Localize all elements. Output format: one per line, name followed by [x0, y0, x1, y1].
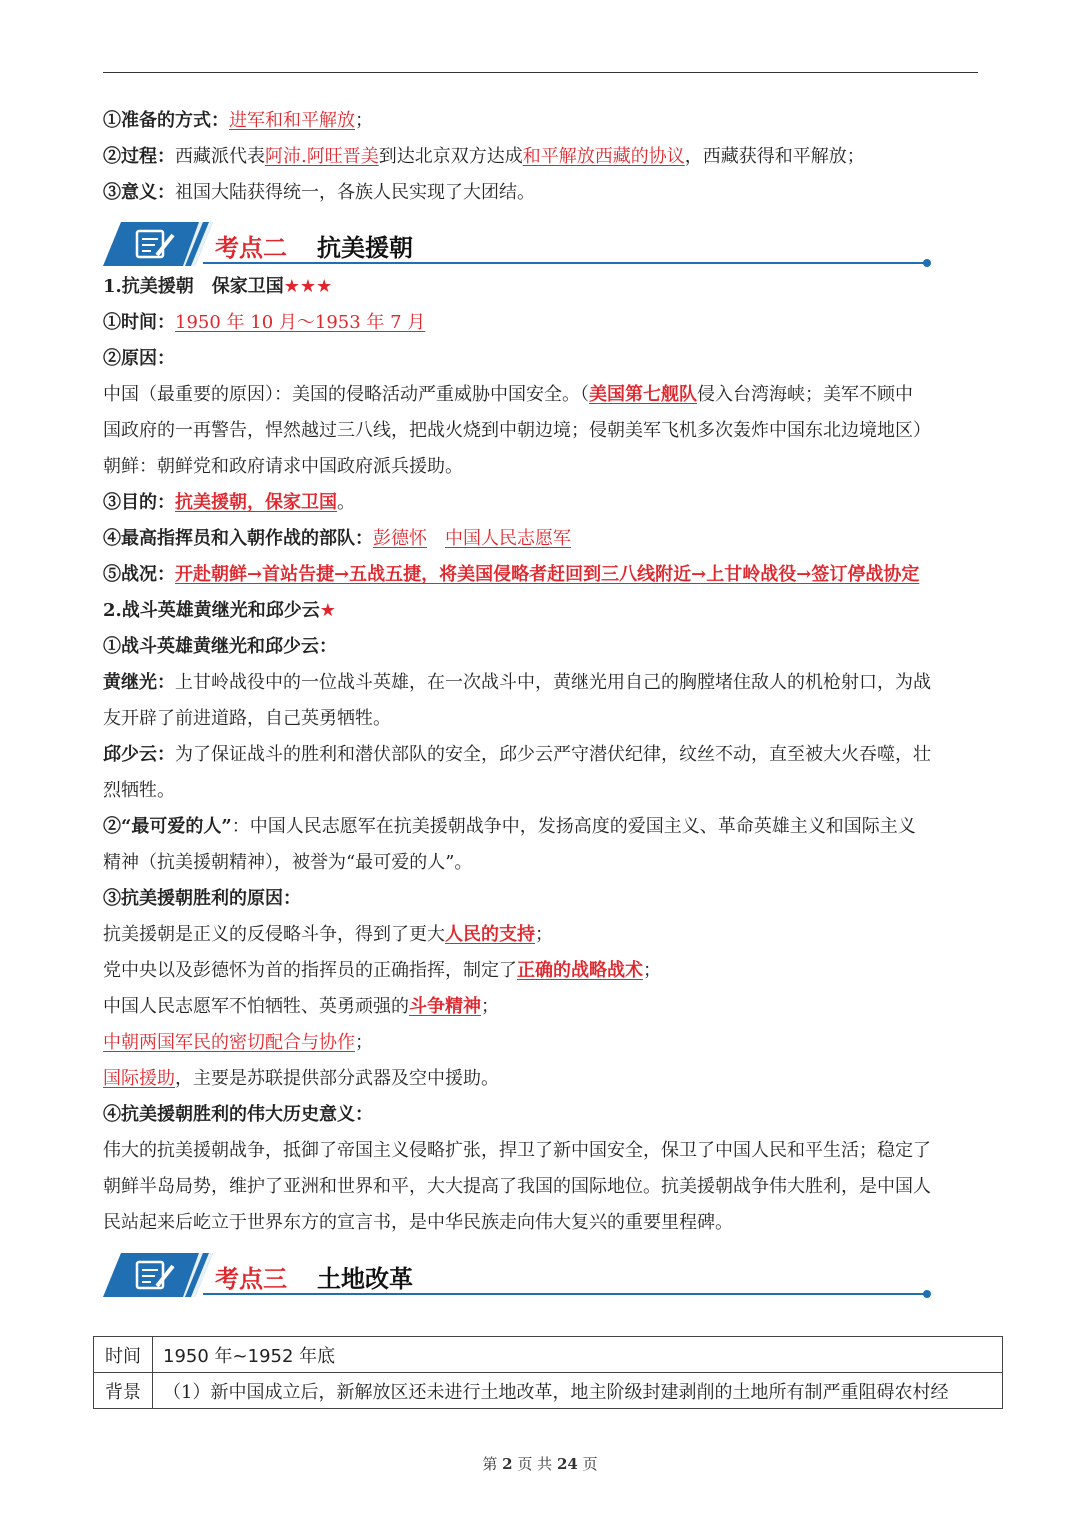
reason-line-2: 国政府的一再警告，悍然越过三八线，把战火烧到中朝边境；侵朝美军飞机多次轰炸中国东北边境地区） [103, 420, 931, 441]
subheading-1 [103, 274, 332, 300]
key-answer: 进军和和平解放 [229, 110, 355, 131]
page-total: 24 [556, 1455, 578, 1473]
sig-line-1: 伟大的抗美援朝战争，抵御了帝国主义侵略扩张，捍卫了新中国安全，保卫了中国人民和平生活；稳定了 [103, 1140, 931, 1161]
section-header-kd2 [103, 222, 933, 266]
punct: ； [355, 1032, 373, 1053]
label: ①时间： [103, 312, 175, 333]
notepad-pen-icon [103, 222, 213, 266]
table-key: 背景 [94, 1373, 153, 1409]
punct: 。 [337, 492, 355, 513]
significance-label: ④抗美援朝胜利的伟大历史意义： [103, 1104, 373, 1125]
win-line-4 [103, 1030, 373, 1056]
huang-line-1 [103, 670, 931, 696]
table-key: 时间 [94, 1337, 153, 1373]
table-value: （1）新中国成立后，新解放区还未进行土地改革，地主阶级封建剥削的土地所有制严重阻碍农村经 [153, 1373, 1003, 1409]
lovely-line-1 [103, 814, 916, 840]
lovely-line-2: 精神（抗美援朝精神），被誉为“最可爱的人”。 [103, 852, 473, 873]
reason-label: ②原因： [103, 348, 175, 369]
qiu-line-1 [103, 742, 931, 768]
key-answer: 阿沛.阿旺晋美 [265, 146, 379, 167]
footer-text: 页 [582, 1455, 598, 1473]
process-line [103, 144, 865, 170]
text: 祖国大陆获得统一，各族人民实现了大团结。 [175, 182, 535, 203]
key-answer: 斗争精神 [409, 996, 481, 1017]
text: 为了保证战斗的胜利和潜伏部队的安全，邱少云严守潜伏纪律，纹丝不动，直至被大火吞噬，壮 [175, 744, 931, 765]
section-rule [203, 1293, 929, 1295]
section-number: 考点二 [215, 233, 287, 262]
section-title: 抗美援朝 [317, 233, 413, 262]
huang-line-2: 友开辟了前进道路，自己英勇牺牲。 [103, 708, 391, 729]
section-header-kd3 [103, 1253, 933, 1297]
key-answer: 抗美援朝，保家卫国 [175, 492, 337, 513]
text: 上甘岭战役中的一位战斗英雄，在一次战斗中，黄继光用自己的胸膛堵住敌人的机枪射口，为战 [175, 672, 931, 693]
text: ，西藏获得和平解放； [684, 146, 865, 167]
label: ③意义： [103, 182, 175, 203]
footer-text: 页 共 [517, 1455, 553, 1473]
key-answer: 1950 年 10 月～1953 年 7 月 [175, 312, 426, 333]
text: 中国人民志愿军不怕牺牲、英勇顽强的 [103, 996, 409, 1017]
win-line-2 [103, 958, 661, 984]
win-line-5 [103, 1066, 499, 1092]
notepad-pen-icon [103, 1253, 213, 1297]
page-number: 2 [502, 1455, 513, 1473]
table-value: 1950 年~1952 年底 [153, 1337, 1003, 1373]
footer-text: 第 [482, 1455, 498, 1473]
label: ②过程： [103, 146, 175, 167]
punct: ； [643, 960, 661, 981]
text: 党中央以及彭德怀为首的指挥员的正确指挥，制定了 [103, 960, 517, 981]
label: 黄继光： [103, 672, 175, 693]
header-rule [103, 72, 978, 73]
text: ，主要是苏联提供部分武器及空中援助。 [175, 1068, 499, 1089]
reason-line-1 [103, 382, 913, 408]
punct: ； [355, 110, 373, 131]
key-answer: 人民的支持 [445, 924, 535, 945]
subheading-text: 1.抗美援朝 保家卫国 [103, 276, 284, 297]
page-footer [0, 1453, 1080, 1474]
text: 抗美援朝是正义的反侵略斗争，得到了更大 [103, 924, 445, 945]
text: 西藏派代表 [175, 146, 265, 167]
text: ：中国人民志愿军在抗美援朝战争中，发扬高度的爱国主义、革命英雄主义和国际主义 [231, 816, 916, 837]
key-answer: 和平解放西藏的协议 [522, 146, 685, 167]
punct: ； [481, 996, 499, 1017]
text: 到达北京双方达成 [378, 146, 523, 167]
time-line [103, 310, 425, 336]
sig-line-3: 民站起来后屹立于世界东方的宣言书，是中华民族走向伟大复兴的重要里程碑。 [103, 1212, 733, 1233]
table-row [94, 1337, 1003, 1373]
significance-line [103, 180, 535, 206]
key-answer: 中国人民志愿军 [445, 528, 571, 549]
text: 中国（最重要的原因）：美国的侵略活动严重威胁中国安全。（ [103, 384, 589, 405]
hero-label: ①战斗英雄黄继光和邱少云： [103, 636, 337, 657]
win-label: ③抗美援朝胜利的原因： [103, 888, 301, 909]
key-answer: 开赴朝鲜→首站告捷→五战五捷，将美国侵略者赶回到三八线附近→上甘岭战役→签订停战协定 [175, 564, 920, 585]
table-row [94, 1373, 1003, 1409]
label: ⑤战况： [103, 564, 175, 585]
label: ④最高指挥员和入朝作战的部队： [103, 528, 373, 549]
qiu-line-2: 烈牺牲。 [103, 780, 175, 801]
text: 侵入台湾海峡；美军不顾中 [697, 384, 913, 405]
key-answer: 正确的战略战术 [517, 960, 643, 981]
section-rule-dot [923, 1290, 931, 1298]
prep-method-line [103, 108, 373, 134]
purpose-line [103, 490, 355, 516]
label: ②“最可爱的人” [103, 816, 232, 837]
win-line-1 [103, 922, 553, 948]
subheading-text: 2.战斗英雄黄继光和邱少云 [103, 600, 320, 621]
land-reform-table [93, 1336, 1003, 1409]
commander-line [103, 526, 571, 552]
label: ①准备的方式： [103, 110, 229, 131]
battle-line [103, 562, 919, 588]
section-rule [203, 262, 929, 264]
section-number: 考点三 [215, 1264, 287, 1293]
key-answer: 美国第七舰队 [589, 384, 697, 405]
label: 邱少云： [103, 744, 175, 765]
section-rule-dot [923, 259, 931, 267]
section-title: 土地改革 [317, 1264, 413, 1293]
key-answer: 国际援助 [103, 1068, 175, 1089]
key-answer: 中朝两国军民的密切配合与协作 [103, 1032, 355, 1053]
punct: ； [535, 924, 553, 945]
label: ③目的： [103, 492, 175, 513]
subheading-2 [103, 598, 336, 624]
key-answer: 彭德怀 [373, 528, 427, 549]
win-line-3 [103, 994, 499, 1020]
star-icon: ★ [319, 600, 336, 621]
reason-line-3: 朝鲜：朝鲜党和政府请求中国政府派兵援助。 [103, 456, 463, 477]
star-icon: ★★★ [283, 276, 333, 297]
sig-line-2: 朝鲜半岛局势，维护了亚洲和世界和平，大大提高了我国的国际地位。抗美援朝战争伟大胜利，是中国人 [103, 1176, 931, 1197]
